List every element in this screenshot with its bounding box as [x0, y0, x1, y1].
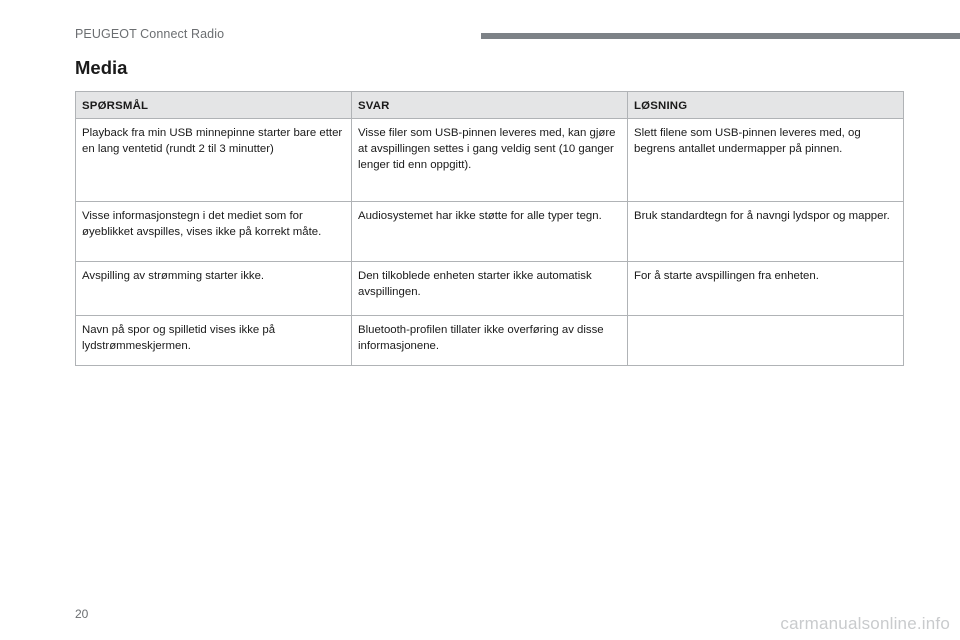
solution-cell: Slett filene som USB-pinnen leveres med, og begrens antallet undermapper på pinnen. — [628, 119, 904, 202]
answer-cell: Visse filer som USB-pinnen leveres med, kan gjøre at avspillingen settes i gang veldig sent (10 ganger lenger tid enn oppgitt). — [352, 119, 628, 202]
table-row — [76, 316, 904, 366]
column-header-solution: LØSNING — [628, 92, 904, 119]
question-cell: Visse informasjonstegn i det mediet som for øyeblikket avspilles, vises ikke på korrekt måte. — [76, 202, 352, 262]
running-header-title: PEUGEOT Connect Radio — [75, 27, 225, 41]
answer-cell: Bluetooth-profilen tillater ikke overføring av disse informasjonene. — [352, 316, 628, 366]
page-number: 20 — [75, 607, 89, 621]
table-header-row — [76, 92, 904, 119]
watermark-text[interactable]: carmanualsonline.info — [780, 614, 950, 633]
question-cell: Navn på spor og spilletid vises ikke på lydstrømmeskjermen. — [76, 316, 352, 366]
table-row — [76, 119, 904, 202]
solution-cell — [628, 316, 904, 366]
troubleshooting-table — [75, 91, 904, 366]
solution-cell: Bruk standardtegn for å navngi lydspor og mapper. — [628, 202, 904, 262]
question-cell: Playback fra min USB minnepinne starter bare etter en lang ventetid (rundt 2 til 3 minutter) — [76, 119, 352, 202]
header-decorative-bar — [481, 33, 960, 39]
solution-cell: For å starte avspillingen fra enheten. — [628, 262, 904, 316]
column-header-answer: SVAR — [352, 92, 628, 119]
table-row — [76, 202, 904, 262]
column-header-question: SPØRSMÅL — [76, 92, 352, 119]
table-row — [76, 262, 904, 316]
answer-cell: Den tilkoblede enheten starter ikke automatisk avspillingen. — [352, 262, 628, 316]
question-cell: Avspilling av strømming starter ikke. — [76, 262, 352, 316]
answer-cell: Audiosystemet har ikke støtte for alle typer tegn. — [352, 202, 628, 262]
section-title: Media — [75, 57, 128, 78]
